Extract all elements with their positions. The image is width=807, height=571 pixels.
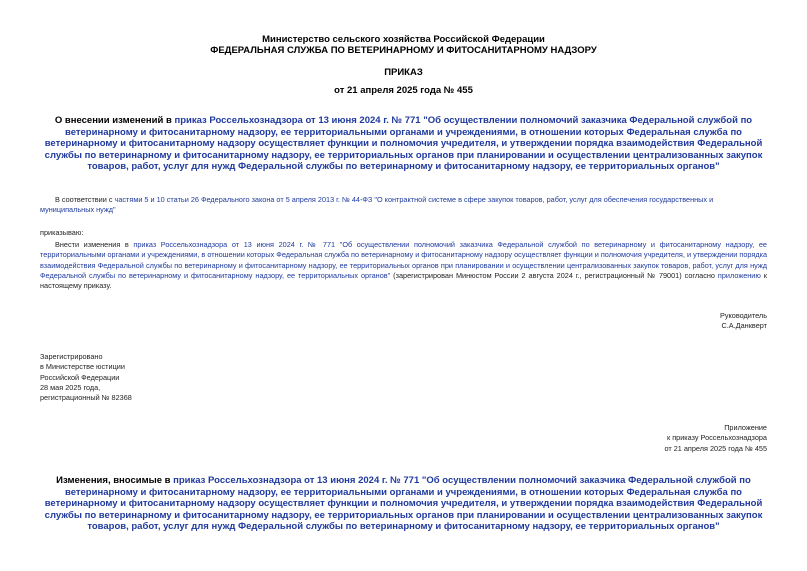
basis-paragraph [40, 195, 767, 216]
order-paragraph [40, 240, 767, 291]
title-order-link[interactable]: приказ Россельхознадзора от 13 июня 2024 г. № 771 "Об осуществлении полномочий заказчика Федеральной службой по ветеринарному и фитосанитарному надзору, ее территориальными органами и учреждениями, в отношении которых Федеральная служба по ветеринарному и фитосанитарному надзору осуществляет функции и полномочия учредителя, и утверждении порядка взаимодействия Федеральной службы по ветеринарному и фитосанитарному надзору, ее территориальных органов при планировании и осуществлении централизованных закупок товаров, работ, услуг для нужд Федеральной службы по ветеринарному и фитосанитарному надзору, ее территориальных органов" [44, 115, 763, 173]
appendix-link[interactable]: приложению [717, 270, 761, 280]
order-suffix: к настоящему приказу. [40, 270, 767, 291]
basis-prefix: В соответствии с [55, 195, 115, 204]
registration-line-2: в Министерстве юстиции [40, 362, 125, 372]
registration-block [40, 352, 132, 403]
appendix-line-3: от 21 апреля 2025 года № 455 [664, 443, 767, 453]
signature-block [720, 311, 767, 332]
doc-type-heading: ПРИКАЗ [384, 67, 423, 78]
service-heading: ФЕДЕРАЛЬНАЯ СЛУЖБА ПО ВЕТЕРИНАРНОМУ И ФИТОСАНИТАРНОМУ НАДЗОРУ [210, 45, 597, 56]
appendix-line-2: к приказу Россельхознадзора [666, 433, 767, 443]
order-word: приказываю: [40, 228, 84, 237]
appendix-title [40, 475, 767, 533]
order-prefix: Внести изменения в [55, 240, 134, 249]
registration-line-3: Российской Федерации [40, 372, 120, 382]
signer-name: С.А.Данкверт [721, 321, 767, 331]
ministry-heading: Министерство сельского хозяйства Российской Федерации [262, 34, 545, 45]
registration-line-5: регистрационный № 82368 [40, 393, 132, 403]
title-prefix: О внесении изменений в [54, 115, 175, 126]
federal-law-link[interactable]: частями 5 и 10 статьи 26 Федерального закона от 5 апреля 2013 г. № 44-ФЗ "О контрактной системе в сфере закупок товаров, работ, услуг для обеспечения государственных и муниципальных нужд" [40, 195, 714, 215]
appendix-title-order-link[interactable]: приказ Россельхознадзора от 13 июня 2024 г. № 771 "Об осуществлении полномочий заказчика Федеральной службой по ветеринарному и фитосанитарному надзору, ее территориальными органами и учреждениями, в отношении которых Федеральная служба по ветеринарному и фитосанитарному надзору осуществляет функции и полномочия учредителя, и утверждении порядка взаимодействия Федеральной службы по ветеринарному и фитосанитарному надзору, ее территориальных органов при планировании и осуществлении централизованных закупок товаров, работ, услуг для нужд Федеральной службы по ветеринарному и фитосанитарному надзору, ее территориальных органов" [44, 475, 763, 533]
appendix-block [664, 423, 767, 454]
appendix-line-1: Приложение [724, 423, 767, 432]
registration-line-1: Зарегистрировано [40, 352, 103, 361]
document-title [40, 115, 767, 173]
appendix-title-prefix: Изменения, вносимые в [56, 475, 174, 486]
doc-date-number: от 21 апреля 2025 года № 455 [334, 85, 473, 96]
order-middle: (зарегистрирован Минюстом России 2 августа 2024 г., регистрационный № 79001) согласно [390, 270, 718, 280]
registration-line-4: 28 мая 2025 года, [40, 382, 101, 392]
amended-order-link[interactable]: приказ Россельхознадзора от 13 июня 2024 г. № 771 "Об осуществлении полномочий заказчика Федеральной службой по ветеринарному и фитосанитарному надзору, ее территориальными органами и учреждениями, в отношении которых Федеральная служба по ветеринарному и фитосанитарному надзору осуществляет функции и полномочия учредителя, и утверждении порядка взаимодействия Федеральной службы по ветеринарному и фитосанитарному надзору, ее территориальных органов при планировании и осуществлении централизованных закупок товаров, работ, услуг для нужд Федеральной службы по ветеринарному и фитосанитарному надзору, ее территориальных органов" [40, 240, 767, 280]
signer-position: Руководитель [719, 311, 767, 320]
